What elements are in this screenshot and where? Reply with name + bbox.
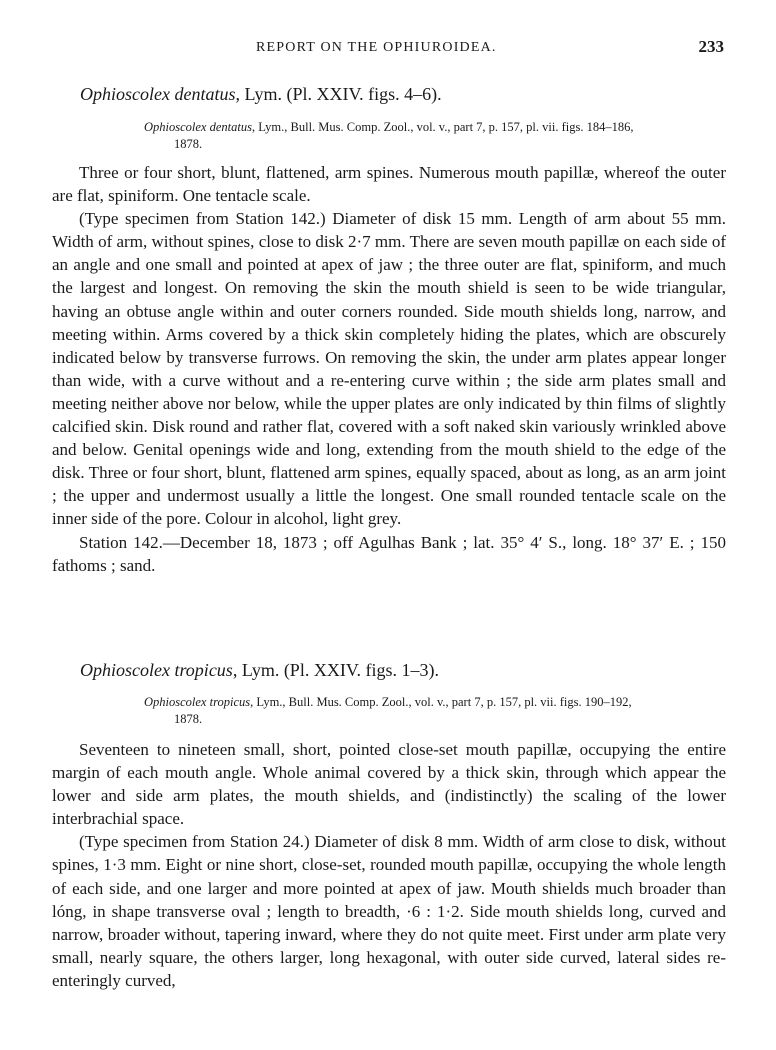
citation-year: 1878. bbox=[174, 712, 203, 726]
paragraph-description: (Type specimen from Station 142.) Diameter of disk 15 mm. Length of arm about 55 mm. Width of arm, without spines, close to disk 2·7 mm. There are seven mouth papillæ on each side of an angle and one small and pointed at apex of jaw ; the three outer are flat, spiniform, and much the largest and longest. On removing the skin the mouth shield is seen to be wide triangular, having an obtuse angle within and outer corners rounded. Side mouth shields long, narrow, and meeting within. Arms covered by a thick skin completely hiding the plates, which are obscurely indicated below by transverse furrows. On removing the skin, the under arm plates appear longer than wide, with a curve without and a re-entering curve within ; the side arm plates small and meeting neither above nor below, while the upper plates are only indicated by thin films of slightly calcified skin. Disk round and rather flat, covered with a soft naked skin variously wrinkled above and below. Genital openings wide and long, extending from the mouth shield to the edge of the disk. Three or four short, blunt, flattened arm spines, equally spaced, about as long, as an arm joint ; the upper and undermost usually a little the longest. One small rounded tentacle scale on the inner side of the pore. Colour in alcohol, light grey. bbox=[52, 209, 726, 529]
species-authority: , Lym. (Pl. XXIV. figs. 1–3). bbox=[232, 660, 439, 680]
paragraph-station: Station 142.—December 18, 1873 ; off Agulhas Bank ; lat. 35° 4′ S., long. 18° 37′ E. ; 150 fathoms ; sand. bbox=[52, 532, 726, 575]
description bbox=[52, 738, 726, 992]
paragraph-diagnosis: Three or four short, blunt, flattened, arm spines. Numerous mouth papillæ, whereof the outer are flat, spiniform. One tentacle scale. bbox=[52, 163, 726, 206]
species-name: Ophioscolex tropicus bbox=[80, 660, 233, 680]
citation-text: , Lym., Bull. Mus. Comp. Zool., vol. v., part 7, p. 157, pl. vii. figs. 184–186, bbox=[251, 120, 634, 134]
citation-name: Ophioscolex dentatus bbox=[144, 120, 252, 134]
species-authority: , Lym. (Pl. XXIV. figs. 4–6). bbox=[235, 84, 442, 104]
citation bbox=[144, 694, 726, 728]
page-number: 233 bbox=[698, 37, 724, 56]
citation-year: 1878. bbox=[174, 137, 203, 151]
paragraph-description: (Type specimen from Station 24.) Diameter of disk 8 mm. Width of arm close to disk, without spines, 1·3 mm. Eight or nine short, close-set, rounded mouth papillæ, occupying the whole length of each side, and one larger and more pointed at apex of jaw. Mouth shields much broader than lóng, in shape transverse oval ; length to breadth, ·6 : 1·2. Side mouth shields long, curved and narrow, broader without, tapering inward, where they do not quite meet. First under arm plate very small, nearly square, the others larger, long hexagonal, with outer side curved, lateral sides re-enteringly curved, bbox=[52, 832, 726, 990]
citation-text: , Lym., Bull. Mus. Comp. Zool., vol. v., part 7, p. 157, pl. vii. figs. 190–192, bbox=[250, 695, 632, 709]
citation-name: Ophioscolex tropicus bbox=[144, 695, 251, 709]
paragraph-diagnosis: Seventeen to nineteen small, short, pointed close-set mouth papillæ, occupying the entire margin of each mouth angle. Whole animal covered by a thick skin, through which appear the lower and side arm plates, the mouth shields, and (indistinctly) the scaling of the lower interbrachial space. bbox=[52, 740, 726, 829]
citation bbox=[144, 119, 726, 153]
species-heading bbox=[80, 660, 439, 681]
species-name: Ophioscolex dentatus bbox=[80, 84, 236, 104]
description bbox=[52, 161, 726, 577]
species-heading bbox=[80, 84, 442, 105]
running-head: REPORT ON THE OPHIUROIDEA. bbox=[256, 40, 497, 55]
